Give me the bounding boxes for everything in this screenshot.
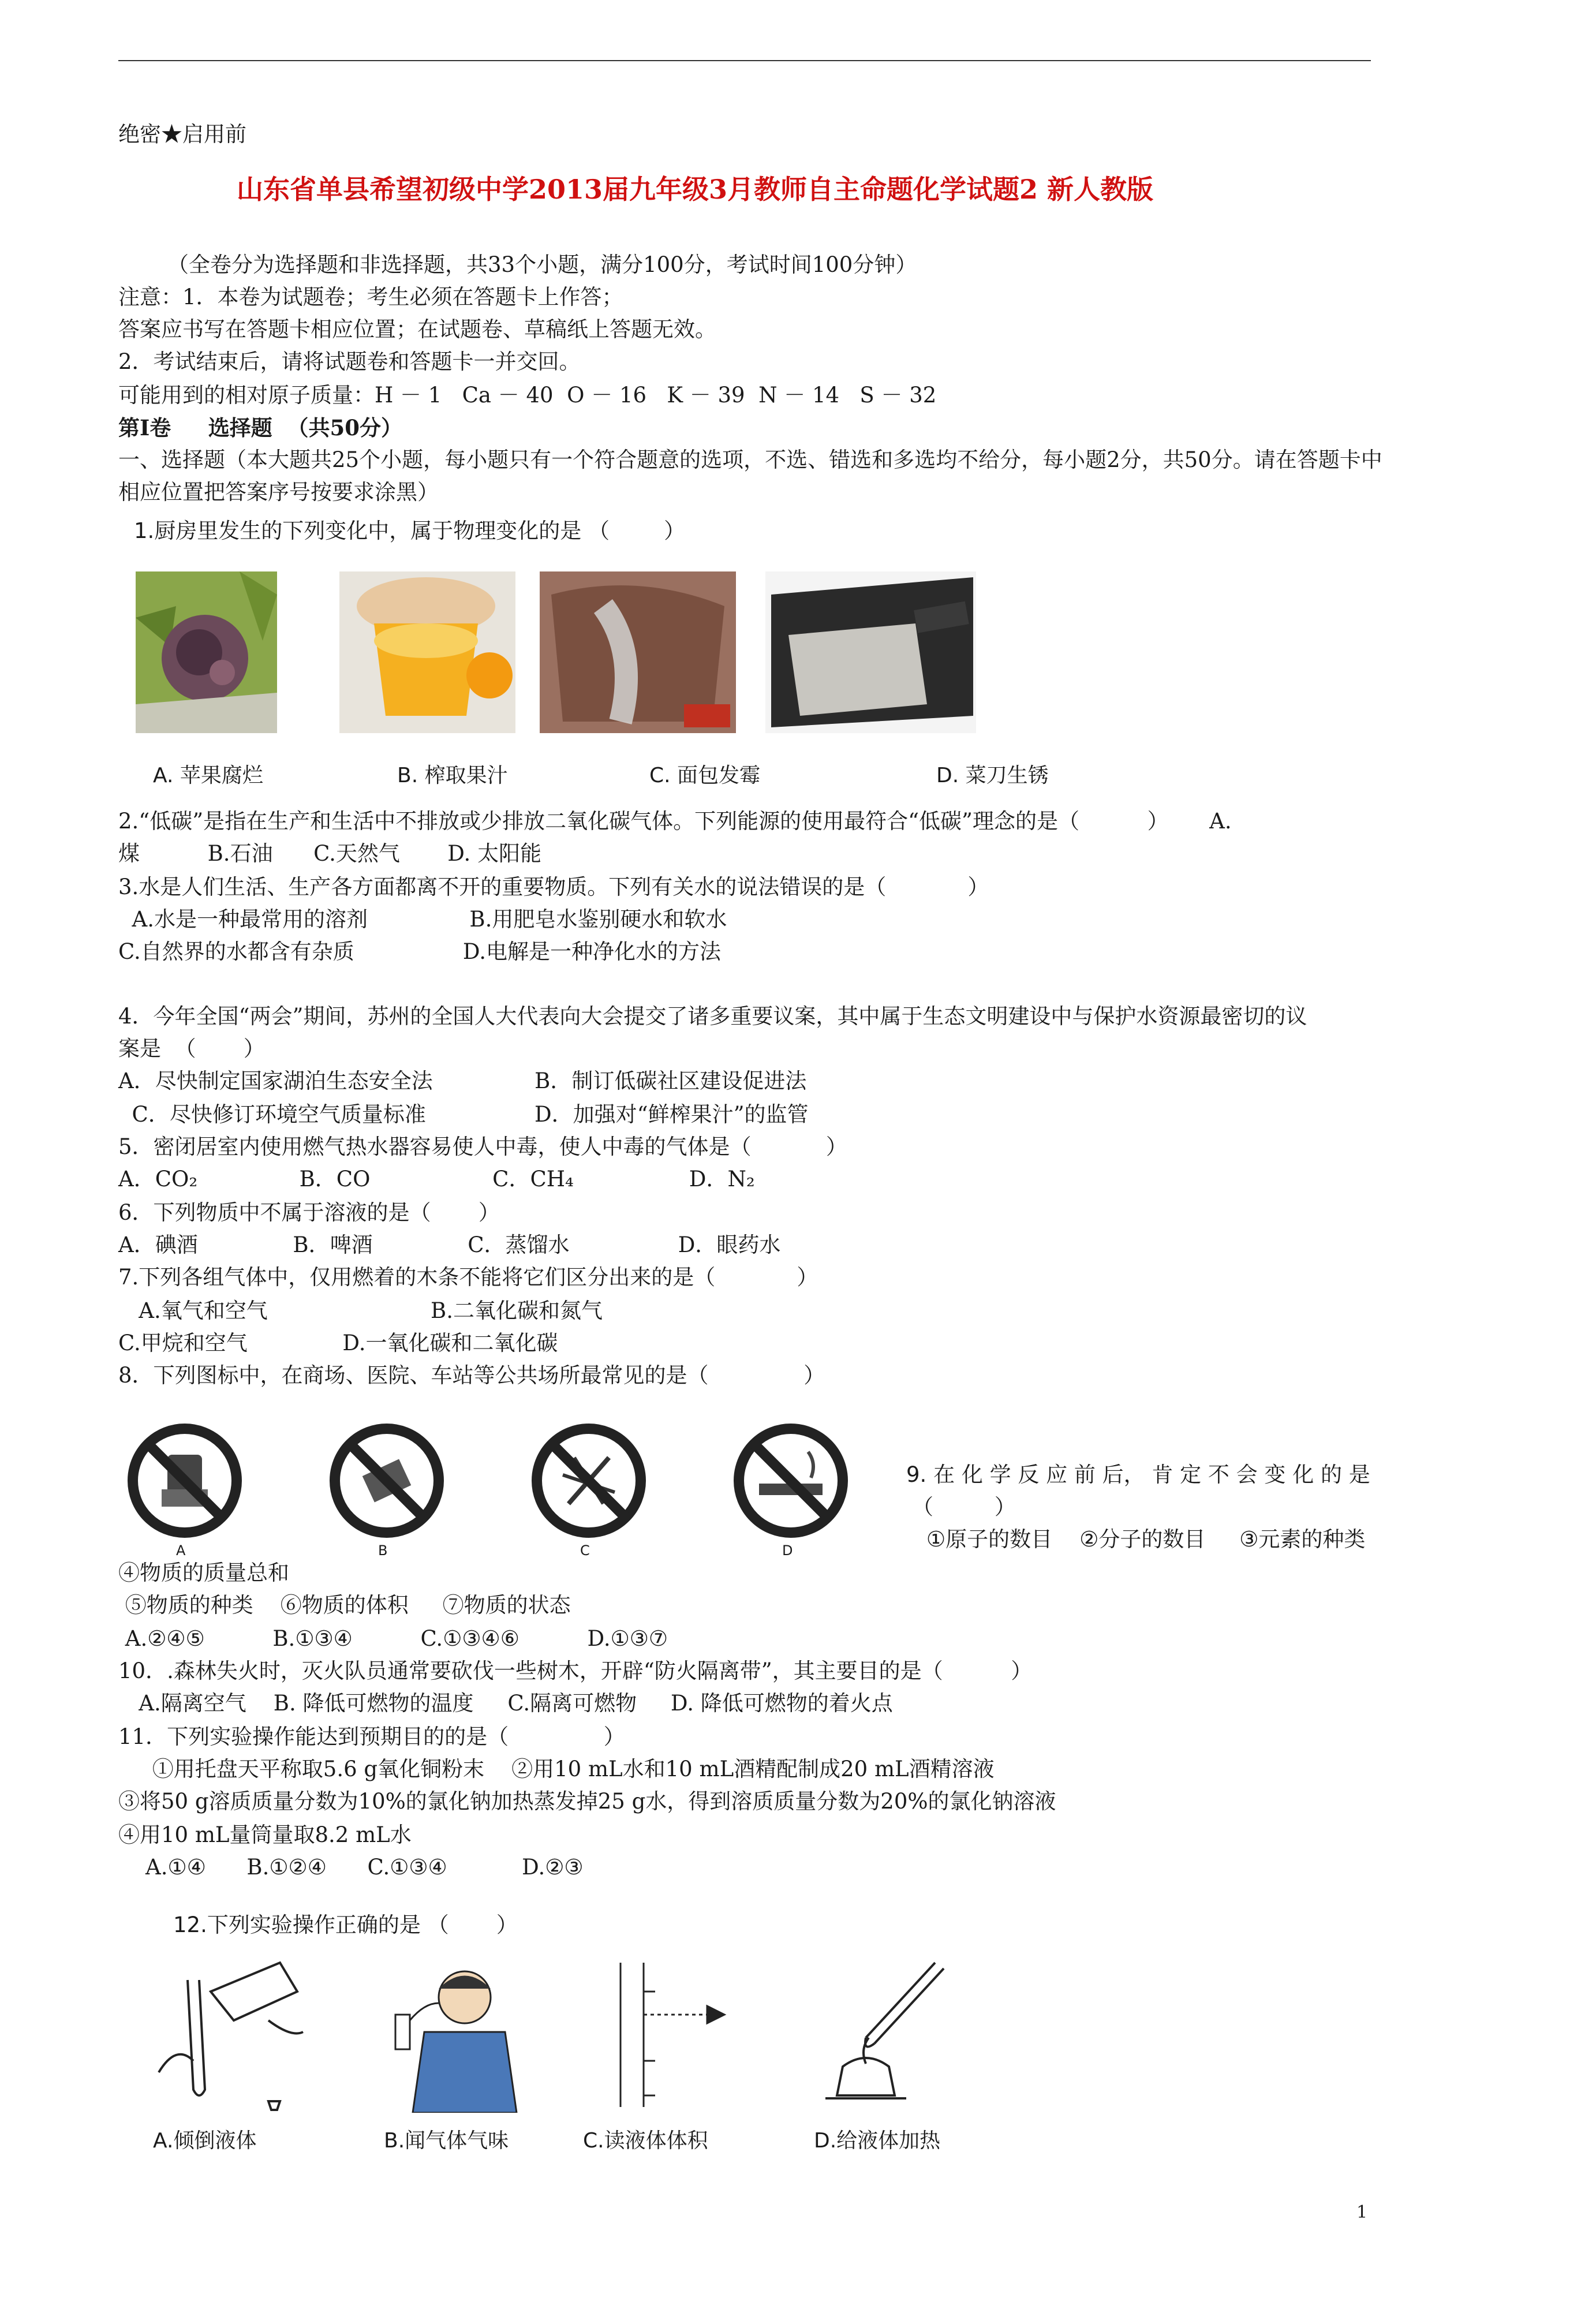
question-line: 7.下列各组气体中，仅用燃着的木条不能将它们区分出来的是（ ） xyxy=(118,1265,818,1290)
sign-label-b: B xyxy=(378,1542,388,1559)
section-heading: 第Ⅰ卷 选择题 （共50分） xyxy=(118,415,402,440)
question-line: A.①④ B.①②④ C.①③④ D.②③ xyxy=(118,1855,584,1880)
question-line: ①用托盘天平称取5.6 g氧化铜粉末 ②用10 mL水和10 mL酒精配制成20 mL酒精溶液 xyxy=(118,1757,995,1781)
question-line: A．CO₂ B．CO C．CH₄ D．N₂ xyxy=(118,1167,755,1191)
read-volume-drawing xyxy=(603,1957,736,2113)
question-line: 2.“低碳”是指在生产和生活中不排放或少排放二氧化碳气体。下列能源的使用最符合“低碳”理念的是（ ） A. xyxy=(118,809,1232,834)
no-matches-sign xyxy=(320,1423,453,1541)
sign-label-a: A xyxy=(176,1542,186,1559)
q12-option-d: D.给液体加热 xyxy=(814,2129,941,2153)
question-line: A.水是一种最常用的溶剂 B.用肥皂水鉴别硬水和软水 xyxy=(118,907,727,932)
question-line: 煤 B.石油 C.天然气 D. 太阳能 xyxy=(118,841,542,866)
question-line: 3.水是人们生活、生产各方面都离不开的重要物质。下列有关水的说法错误的是（ ） xyxy=(118,875,989,899)
sign-label-c: C xyxy=(580,1542,590,1559)
intro-line: 一、选择题（本大题共25个小题，每小题只有一个符合题意的选项，不选、错选和多选均不给分，每小题2分，共50分。请在答题卡中 xyxy=(118,447,1382,472)
q9-stem: 9. 在 化 学 反 应 前 后， 肯 定 不 会 变 化 的 是 xyxy=(906,1462,1370,1487)
sign-label-d: D xyxy=(782,1542,793,1559)
question-line: C．尽快修订环境空气质量标准 D．加强对“鲜榨果汁”的监管 xyxy=(118,1102,809,1127)
question-line: ④用10 mL量筒量取8.2 mL水 xyxy=(118,1822,412,1847)
atomic-masses: 可能用到的相对原子质量：H － 1 Ca － 40 O － 16 K － 39 N － 14 S － 32 xyxy=(118,383,937,408)
question-line: A.隔离空气 B. 降低可燃物的温度 C.隔离可燃物 D. 降低可燃物的着火点 xyxy=(118,1691,893,1716)
question-line: ⑤物质的种类 ⑥物质的体积 ⑦物质的状态 xyxy=(118,1593,571,1617)
apple-photo xyxy=(136,571,277,733)
q12-option-c: C.读液体体积 xyxy=(583,2129,708,2153)
question-line: A.氧气和空气 B.二氧化碳和氮气 xyxy=(118,1298,603,1323)
no-flammables-sign xyxy=(118,1423,251,1541)
question-line: 5．密闭居室内使用燃气热水器容易使人中毒，使人中毒的气体是（ ） xyxy=(118,1134,847,1159)
kitchen-knife-photo xyxy=(765,571,976,733)
q9-paren: （ ） xyxy=(912,1495,1016,1519)
page-number: 1 xyxy=(1356,2202,1368,2222)
juicer-photo xyxy=(339,571,515,733)
question-line: A．尽快制定国家湖泊生态安全法 B．制订低碳社区建设促进法 xyxy=(118,1069,807,1093)
question-line: 案是 （ ） xyxy=(118,1036,265,1061)
q1-option-c: C. 面包发霉 xyxy=(649,764,761,787)
q1-option-d: D. 菜刀生锈 xyxy=(936,764,1049,787)
q1-option-b: B. 榨取果汁 xyxy=(397,764,508,787)
question-line: C.自然界的水都含有杂质 D.电解是一种净化水的方法 xyxy=(118,939,722,964)
q12-stem: 12.下列实验操作正确的是 （ ） xyxy=(173,1912,518,1937)
question-line: C.甲烷和空气 D.一氧化碳和二氧化碳 xyxy=(118,1331,558,1355)
confidential-mark: 绝密★启用前 xyxy=(118,122,246,147)
intro-line: 注意：1．本卷为试题卷；考生必须在答题卡上作答； xyxy=(118,285,623,309)
q1-option-a: A. 苹果腐烂 xyxy=(153,764,263,787)
intro-line: 2．考试结束后，请将试题卷和答题卡一并交回。 xyxy=(118,349,581,374)
bread-mold-photo xyxy=(540,571,736,733)
question-line: A．碘酒 B．啤酒 C．蒸馏水 D．眼药水 xyxy=(118,1232,781,1257)
heat-liquid-drawing xyxy=(808,1951,958,2113)
pour-liquid-drawing xyxy=(153,1957,315,2113)
smell-gas-drawing xyxy=(384,1957,528,2113)
page-title: 山东省单县希望初级中学2013届九年级3月教师自主命题化学试题2 新人教版 xyxy=(237,174,1154,205)
question-line: ③将50 g溶质质量分数为10%的氯化钠加热蒸发掉25 g水，得到溶质质量分数为20%的氯化钠溶液 xyxy=(118,1789,1056,1814)
q12-option-b: B.闻气体气味 xyxy=(384,2129,509,2153)
intro-line: （全卷分为选择题和非选择题，共33个小题，满分100分，考试时间100分钟） xyxy=(167,252,917,277)
no-smoking-sign xyxy=(724,1423,857,1541)
question-line: 11．下列实验操作能达到预期目的的是（ ） xyxy=(118,1724,625,1749)
question-line: 8．下列图标中，在商场、医院、车站等公共场所最常见的是（ ） xyxy=(118,1363,825,1388)
no-fireworks-sign xyxy=(522,1423,655,1541)
q12-option-a: A.倾倒液体 xyxy=(153,2129,257,2153)
intro-line: 相应位置把答案序号按要求涂黑） xyxy=(118,480,439,505)
q9-items: ①原子的数目 ②分子的数目 ③元素的种类 xyxy=(926,1527,1366,1552)
q1-stem: 1.厨房里发生的下列变化中，属于物理变化的是 （ ） xyxy=(134,518,686,543)
question-line: ④物质的质量总和 xyxy=(118,1560,289,1585)
question-line: 6．下列物质中不属于溶液的是（ ） xyxy=(118,1200,500,1225)
header-rule xyxy=(118,60,1371,61)
question-line: A.②④⑤ B.①③④ C.①③④⑥ D.①③⑦ xyxy=(118,1626,668,1651)
question-line: 10．.森林失火时，灭火队员通常要砍伐一些树木，开辟“防火隔离带”，其主要目的是（ ） xyxy=(118,1658,1033,1683)
question-line: 4．今年全国“两会”期间，苏州的全国人大代表向大会提交了诸多重要议案，其中属于生态文明建设中与保护水资源最密切的议 xyxy=(118,1004,1307,1029)
intro-line: 答案应书写在答题卡相应位置；在试题卷、草稿纸上答题无效。 xyxy=(118,317,716,342)
